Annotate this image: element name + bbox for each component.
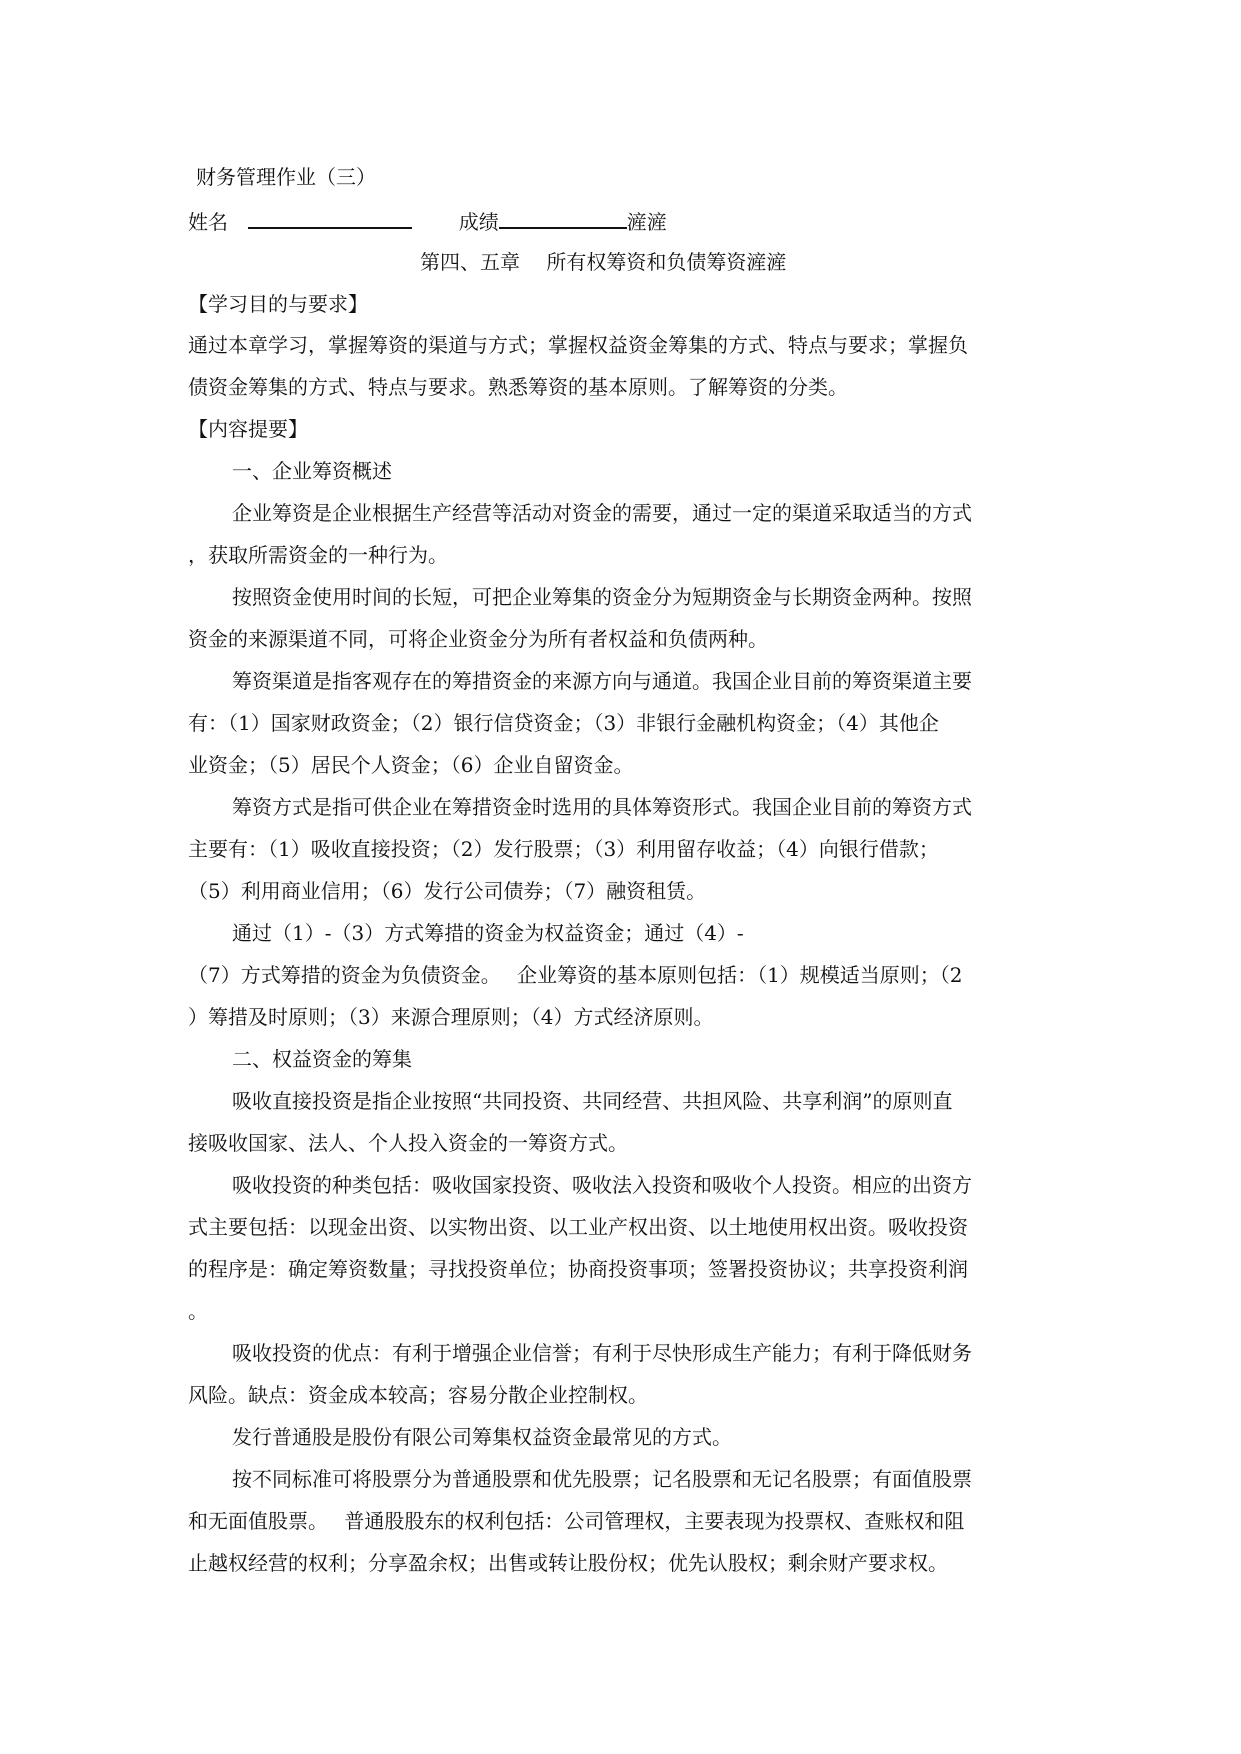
body-line: 资金的来源渠道不同，可将企业资金分为所有者权益和负债两种。 [188,627,768,651]
body-line: （7）方式筹措的资金为负债资金。 企业筹资的基本原则包括：（1）规模适当原则；（2 [188,963,963,987]
body-line: 的程序是：确定筹资数量；寻找投资单位；协商投资事项；签署投资协议；共享投资利润 [188,1257,968,1281]
body-line: 按照资金使用时间的长短，可把企业筹集的资金分为短期资金与长期资金两种。按照 [232,585,972,609]
body-line: ）筹措及时原则；（3）来源合理原则；（4）方式经济原则。 [188,1005,714,1029]
objectives-heading: 【学习目的与要求】 [188,292,368,316]
body-line: 吸收直接投资是指企业按照“共同投资、共同经营、共担风险、共享利润”的原则直 [232,1089,953,1113]
body-line: 业资金；（5）居民个人资金；（6）企业自留资金。 [188,753,634,777]
score-blank[interactable] [499,205,627,229]
chapter-title: 第四、五章 所有权筹资和负债筹资滻滻 [420,250,787,274]
name-blank[interactable] [248,205,412,229]
body-line: 企业筹资是企业根据生产经营等活动对资金的需要，通过一定的渠道采取适当的方式 [232,501,972,525]
name-label: 姓名 [188,210,228,234]
score-label: 成绩 [458,210,499,234]
section-heading: 一、企业筹资概述 [232,459,392,483]
body-line: 风险。缺点：资金成本较高；容易分散企业控制权。 [188,1383,648,1407]
body-line: 筹资方式是指可供企业在筹措资金时选用的具体筹资形式。我国企业目前的筹资方式 [232,795,972,819]
objectives-text-line: 债资金筹集的方式、特点与要求。熟悉筹资的基本原则。了解筹资的分类。 [188,375,848,399]
body-line: 和无面值股票。 普通股股东的权利包括：公司管理权，主要表现为投票权、查账权和阻 [188,1509,965,1533]
body-line: 主要有：（1）吸收直接投资；（2）发行股票；（3）利用留存收益；（4）向银行借款； [188,837,939,861]
body-line: 止越权经营的权利；分享盈余权；出售或转让股份权；优先认股权；剩余财产要求权。 [188,1551,948,1575]
body-line: 通过（1）-（3）方式筹措的资金为权益资金；通过（4）- [232,921,744,945]
body-line: 有：（1）国家财政资金；（2）银行信贷资金；（3）非银行金融机构资金；（4）其他企 [188,711,939,735]
student-info-row [188,205,667,237]
body-line: 吸收投资的优点：有利于增强企业信誉；有利于尽快形成生产能力；有利于降低财务 [232,1341,972,1365]
body-line: 按不同标准可将股票分为普通股票和优先股票；记名股票和无记名股票；有面值股票 [232,1467,972,1491]
body-line: ，获取所需资金的一种行为。 [188,543,448,567]
body-line: 吸收投资的种类包括：吸收国家投资、吸收法入投资和吸收个人投资。相应的出资方 [232,1173,972,1197]
body-line: 。 [188,1299,208,1323]
body-line: 筹资渠道是指客观存在的筹措资金的来源方向与通道。我国企业目前的筹资渠道主要 [232,669,972,693]
document-title: 财务管理作业（三） [196,165,376,189]
body-line: 发行普通股是股份有限公司筹集权益资金最常见的方式。 [232,1425,732,1449]
body-line: 接吸收国家、法人、个人投入资金的一筹资方式。 [188,1131,628,1155]
content-heading: 【内容提要】 [188,417,308,441]
score-suffix: 滻滻 [626,210,667,234]
body-line: （5）利用商业信用；（6）发行公司债券；（7）融资租赁。 [188,879,707,903]
objectives-text-line: 通过本章学习，掌握筹资的渠道与方式；掌握权益资金筹集的方式、特点与要求；掌握负 [188,333,968,357]
body-line: 式主要包括：以现金出资、以实物出资、以工业产权出资、以土地使用权出资。吸收投资 [188,1215,968,1239]
section-heading: 二、权益资金的筹集 [232,1047,412,1071]
